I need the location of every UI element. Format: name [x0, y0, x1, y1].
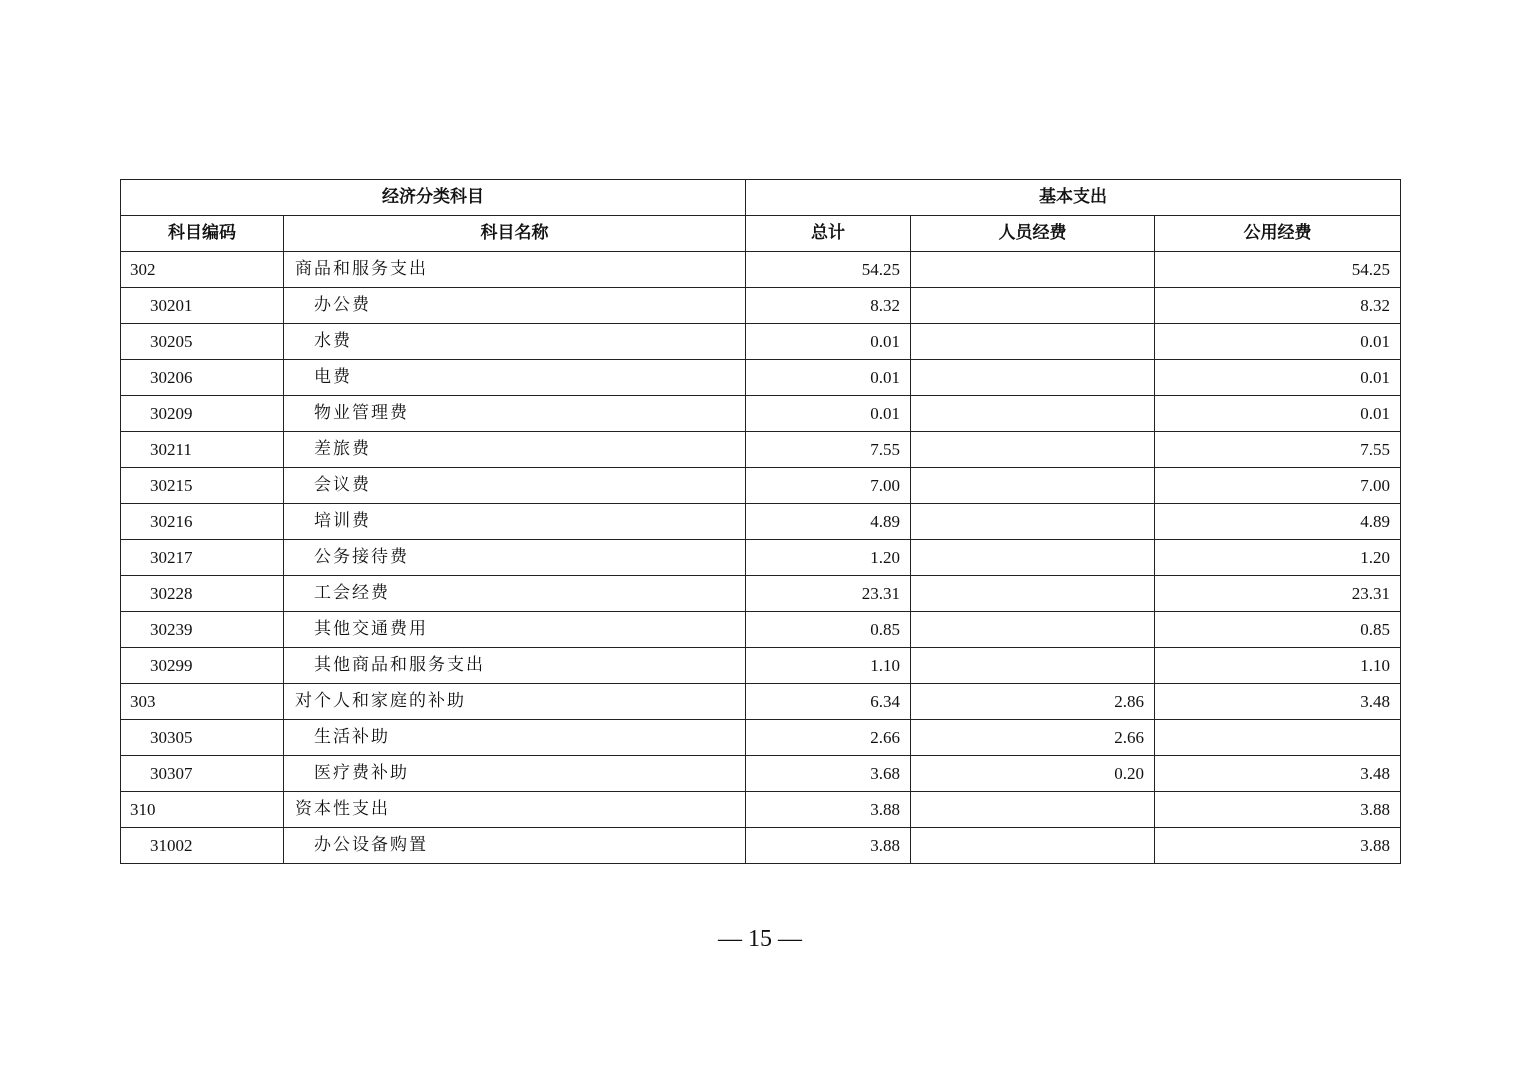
subject-code-cell: 30307: [121, 756, 284, 792]
total-cell: 0.01: [746, 360, 911, 396]
header-personnel-expense: 人员经费: [911, 216, 1155, 252]
total-cell: 1.20: [746, 540, 911, 576]
table-row: [121, 576, 1401, 612]
total-cell: 7.55: [746, 432, 911, 468]
subject-code-cell: 30206: [121, 360, 284, 396]
personnel-expense-cell: [911, 792, 1155, 828]
subject-name-cell: 其他商品和服务支出: [284, 648, 746, 684]
header-subject-name: 科目名称: [284, 216, 746, 252]
total-cell: 0.01: [746, 396, 911, 432]
subject-name-cell: 电费: [284, 360, 746, 396]
table-row: [121, 756, 1401, 792]
total-cell: 4.89: [746, 504, 911, 540]
personnel-expense-cell: [911, 504, 1155, 540]
personnel-expense-cell: [911, 648, 1155, 684]
personnel-expense-cell: [911, 324, 1155, 360]
subject-code-cell: 30211: [121, 432, 284, 468]
table-row: [121, 396, 1401, 432]
header-public-expense: 公用经费: [1155, 216, 1401, 252]
subject-code-cell: 30239: [121, 612, 284, 648]
subject-code-cell: 30215: [121, 468, 284, 504]
subject-code-cell: 30201: [121, 288, 284, 324]
personnel-expense-cell: [911, 360, 1155, 396]
public-expense-cell: 7.55: [1155, 432, 1401, 468]
personnel-expense-cell: [911, 396, 1155, 432]
public-expense-cell: 0.85: [1155, 612, 1401, 648]
subject-name-cell: 商品和服务支出: [284, 252, 746, 288]
personnel-expense-cell: [911, 468, 1155, 504]
subject-code-cell: 310: [121, 792, 284, 828]
header-economic-classification: 经济分类科目: [121, 180, 746, 216]
header-group-row: [121, 180, 1401, 216]
public-expense-cell: 54.25: [1155, 252, 1401, 288]
total-cell: 6.34: [746, 684, 911, 720]
subject-code-cell: 30228: [121, 576, 284, 612]
subject-code-cell: 30205: [121, 324, 284, 360]
table-row: [121, 792, 1401, 828]
public-expense-cell: 0.01: [1155, 360, 1401, 396]
table-row: [121, 648, 1401, 684]
public-expense-cell: 3.88: [1155, 792, 1401, 828]
public-expense-cell: 7.00: [1155, 468, 1401, 504]
table-row: [121, 540, 1401, 576]
total-cell: 1.10: [746, 648, 911, 684]
personnel-expense-cell: [911, 288, 1155, 324]
table-header: [121, 180, 1401, 252]
header-subject-code: 科目编码: [121, 216, 284, 252]
header-total: 总计: [746, 216, 911, 252]
table-row: [121, 720, 1401, 756]
table-row: [121, 324, 1401, 360]
subject-code-cell: 302: [121, 252, 284, 288]
personnel-expense-cell: [911, 252, 1155, 288]
subject-name-cell: 培训费: [284, 504, 746, 540]
public-expense-cell: 0.01: [1155, 396, 1401, 432]
subject-name-cell: 办公费: [284, 288, 746, 324]
subject-code-cell: 31002: [121, 828, 284, 864]
subject-code-cell: 30305: [121, 720, 284, 756]
total-cell: 3.68: [746, 756, 911, 792]
table-row: [121, 432, 1401, 468]
subject-name-cell: 工会经费: [284, 576, 746, 612]
subject-name-cell: 生活补助: [284, 720, 746, 756]
public-expense-cell: 1.20: [1155, 540, 1401, 576]
public-expense-cell: 0.01: [1155, 324, 1401, 360]
personnel-expense-cell: [911, 828, 1155, 864]
subject-code-cell: 30299: [121, 648, 284, 684]
personnel-expense-cell: [911, 432, 1155, 468]
table-row: [121, 360, 1401, 396]
personnel-expense-cell: [911, 612, 1155, 648]
table-row: [121, 288, 1401, 324]
public-expense-cell: 3.48: [1155, 684, 1401, 720]
personnel-expense-cell: 0.20: [911, 756, 1155, 792]
public-expense-cell: 3.48: [1155, 756, 1401, 792]
subject-name-cell: 对个人和家庭的补助: [284, 684, 746, 720]
subject-name-cell: 物业管理费: [284, 396, 746, 432]
public-expense-cell: [1155, 720, 1401, 756]
subject-name-cell: 差旅费: [284, 432, 746, 468]
table-row: [121, 684, 1401, 720]
subject-name-cell: 其他交通费用: [284, 612, 746, 648]
public-expense-cell: 8.32: [1155, 288, 1401, 324]
subject-name-cell: 水费: [284, 324, 746, 360]
total-cell: 7.00: [746, 468, 911, 504]
table-row: [121, 828, 1401, 864]
table-row: [121, 252, 1401, 288]
subject-name-cell: 办公设备购置: [284, 828, 746, 864]
table-row: [121, 468, 1401, 504]
personnel-expense-cell: 2.66: [911, 720, 1155, 756]
page-number: — 15 —: [718, 926, 802, 952]
total-cell: 3.88: [746, 792, 911, 828]
subject-code-cell: 30217: [121, 540, 284, 576]
budget-table: [120, 179, 1401, 864]
header-basic-expenditure: 基本支出: [746, 180, 1401, 216]
total-cell: 3.88: [746, 828, 911, 864]
subject-name-cell: 公务接待费: [284, 540, 746, 576]
total-cell: 0.85: [746, 612, 911, 648]
personnel-expense-cell: [911, 576, 1155, 612]
subject-code-cell: 30216: [121, 504, 284, 540]
total-cell: 0.01: [746, 324, 911, 360]
subject-name-cell: 医疗费补助: [284, 756, 746, 792]
table-row: [121, 504, 1401, 540]
public-expense-cell: 3.88: [1155, 828, 1401, 864]
personnel-expense-cell: [911, 540, 1155, 576]
subject-code-cell: 303: [121, 684, 284, 720]
total-cell: 8.32: [746, 288, 911, 324]
header-column-row: [121, 216, 1401, 252]
table-row: [121, 612, 1401, 648]
total-cell: 54.25: [746, 252, 911, 288]
personnel-expense-cell: 2.86: [911, 684, 1155, 720]
public-expense-cell: 4.89: [1155, 504, 1401, 540]
subject-name-cell: 会议费: [284, 468, 746, 504]
table-body: [121, 252, 1401, 864]
subject-code-cell: 30209: [121, 396, 284, 432]
total-cell: 2.66: [746, 720, 911, 756]
public-expense-cell: 23.31: [1155, 576, 1401, 612]
public-expense-cell: 1.10: [1155, 648, 1401, 684]
subject-name-cell: 资本性支出: [284, 792, 746, 828]
total-cell: 23.31: [746, 576, 911, 612]
